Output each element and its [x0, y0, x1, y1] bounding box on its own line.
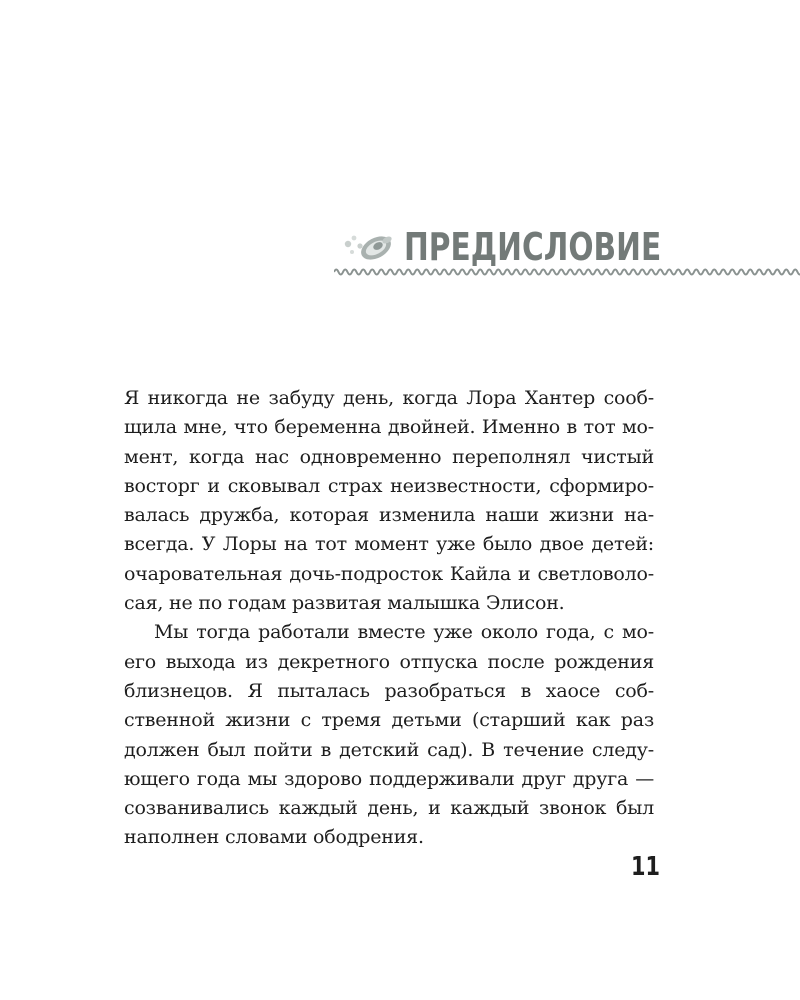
text-line: ственной жизни с тремя детьми (старший как раз	[124, 709, 654, 732]
text-line: ющего года мы здорово поддерживали друг друга —	[124, 767, 654, 790]
paragraph-1	[124, 384, 654, 618]
text-line: Я никогда не забуду день, когда Лора Хантер сооб-	[124, 387, 654, 409]
text-line: сая, не по годам развитая малышка Элисон.	[124, 592, 565, 615]
text-line: близнецов. Я пыталась разобраться в хаосе соб-	[124, 679, 654, 702]
page-number: 11	[631, 852, 660, 882]
wavy-divider	[334, 266, 800, 278]
text-line: его выхода из декретного отпуска после рождения	[124, 650, 654, 673]
pacifier-icon	[340, 226, 398, 266]
text-line: всегда. У Лоры на тот момент уже было двое детей:	[124, 533, 654, 556]
text-line: очаровательная дочь-подросток Кайла и светловоло-	[124, 562, 654, 585]
text-line: щила мне, что беременна двойней. Именно в тот мо-	[124, 416, 654, 439]
text-line: мент, когда нас одновременно переполнял чистый	[124, 445, 654, 468]
text-line: должен был пойти в детский сад). В течение следу-	[124, 738, 654, 761]
paragraph-2	[124, 618, 654, 852]
chapter-header	[340, 222, 800, 282]
text-line: восторг и сковывал страх неизвестности, сформиро-	[124, 474, 654, 497]
text-line: Мы тогда работали вместе уже около года, с мо-	[154, 621, 654, 644]
text-line: наполнен словами ободрения.	[124, 826, 424, 849]
chapter-title: ПРЕДИСЛОВИЕ	[404, 225, 662, 269]
body-text	[124, 384, 654, 853]
text-line: валась дружба, которая изменила наши жизни на-	[124, 504, 654, 527]
text-line: созванивались каждый день, и каждый звонок был	[124, 797, 654, 820]
